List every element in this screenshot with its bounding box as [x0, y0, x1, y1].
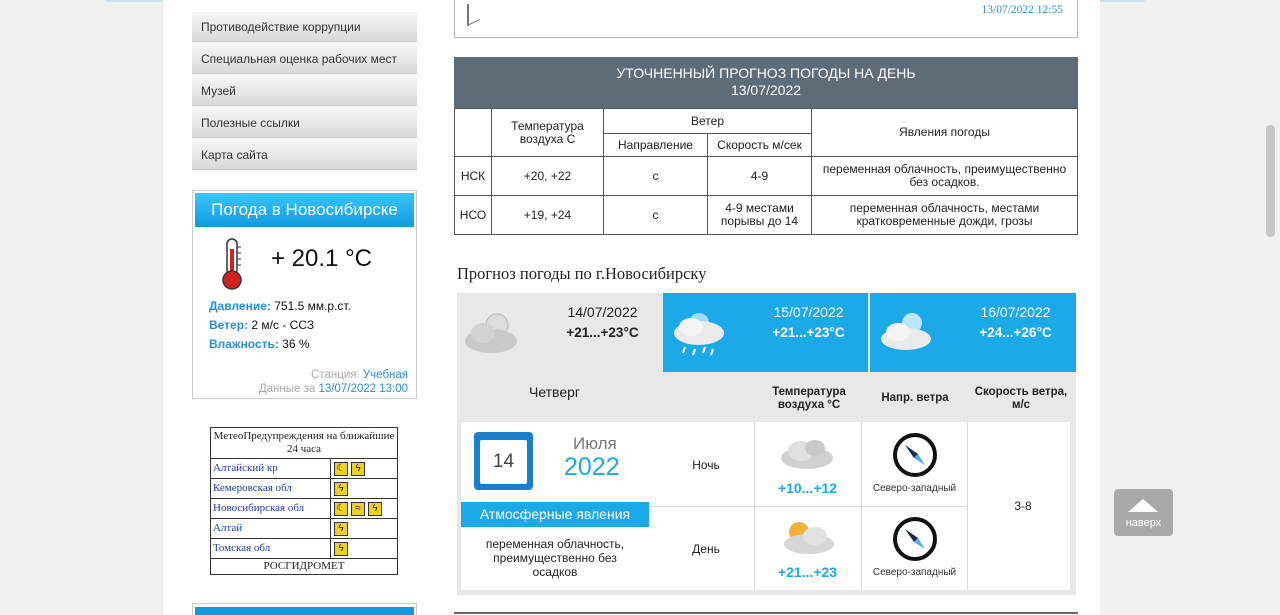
data-time-value: 13/07/2022 13:00: [318, 383, 408, 395]
wind-compass-icon: [892, 432, 938, 478]
meteo-warnings-table: [210, 427, 398, 575]
scrollbar-thumb[interactable]: [1266, 125, 1275, 237]
wind-line: [209, 318, 314, 332]
thunderstorm-warning-icon: ϟ: [351, 462, 365, 476]
warning-region-link[interactable]: Алтай: [211, 519, 331, 538]
empty-header-cell: [455, 109, 492, 157]
warning-row: [211, 519, 397, 539]
table-row: [455, 157, 1078, 196]
night-wind-direction: Северо-западный: [872, 483, 957, 494]
row-temp: +19, +24: [492, 196, 604, 235]
row-phenomena: переменная облачность, местами кратковременные дожди, грозы: [812, 196, 1078, 235]
chart-axis-fragment: [467, 4, 469, 26]
refined-forecast-header: [454, 57, 1078, 108]
current-temperature: + 20.1 °C: [271, 245, 372, 272]
rain-cloud-icon: [669, 307, 729, 362]
weather-widget: [192, 190, 417, 399]
previous-block: [454, 0, 1078, 38]
calendar-month: Июля: [573, 434, 617, 453]
refined-forecast-title: УТОЧНЕННЫЙ ПРОГНОЗ ПОГОДЫ НА ДЕНЬ: [616, 65, 916, 81]
partly-cloudy-icon: [463, 307, 523, 357]
menu-item-work-assessment[interactable]: Специальная оценка рабочих мест: [192, 44, 417, 74]
forecast-temps: +21...+23°C: [566, 325, 639, 340]
header-temperature: Температура воздуха С: [492, 109, 604, 157]
warnings-header: МетеоПредупреждения на ближайшие 24 часа: [211, 428, 397, 459]
arrow-up-icon: [1128, 499, 1158, 512]
partly-cloudy-day-icon: [777, 518, 837, 558]
thunderstorm-warning-icon: ϟ: [334, 522, 348, 536]
warning-row: [211, 479, 397, 499]
station-info: [259, 368, 408, 396]
humidity-value: 36 %: [282, 337, 310, 351]
day-temperature: +21...+23: [777, 564, 838, 580]
header-wind: Ветер: [604, 109, 812, 134]
phenomena-text: переменная облачность, преимущественно без осадков: [485, 537, 625, 579]
refined-forecast-table: [454, 108, 1078, 235]
warning-region-link[interactable]: Кемеровская обл: [211, 479, 331, 498]
forecast-date: 15/07/2022: [773, 304, 844, 320]
sidebar-menu: [192, 12, 417, 172]
city-forecast: [457, 293, 1076, 595]
scroll-to-top-label: наверх: [1125, 517, 1162, 529]
warnings-footer: РОСГИДРОМЕТ: [263, 560, 345, 572]
wind-compass-icon: [892, 516, 938, 562]
calendar-day: 14: [480, 440, 527, 484]
pressure-line: [209, 299, 351, 313]
forecast-temps: +21...+23°C: [772, 325, 845, 340]
warning-region-link[interactable]: Новосибирская обл: [211, 499, 331, 518]
header-phenomena: Явления погоды: [812, 109, 1078, 157]
refined-forecast: [454, 57, 1078, 235]
pressure-label: Давление:: [209, 299, 271, 313]
row-divider: [649, 506, 967, 507]
row-dir: с: [604, 196, 708, 235]
warning-row: [211, 459, 397, 479]
wind-warning-icon: ☾: [334, 502, 348, 516]
night-temperature: +10...+12: [777, 480, 838, 496]
forecast-day-tab[interactable]: [663, 293, 868, 372]
wind-label: Ветер:: [209, 318, 249, 332]
row-temp: +20, +22: [492, 157, 604, 196]
day-wind-direction: Северо-западный: [872, 567, 957, 578]
warning-row: [211, 499, 397, 519]
thunderstorm-warning-icon: ϟ: [334, 482, 348, 496]
forecast-detail-panel: [461, 422, 1070, 590]
station-value: Учебная: [362, 369, 408, 381]
warning-region-link[interactable]: Алтайский кр: [211, 459, 331, 478]
partly-cloudy-icon: [876, 307, 936, 357]
thunderstorm-warning-icon: ϟ: [368, 502, 382, 516]
warning-region-link[interactable]: Томская обл: [211, 539, 331, 558]
forecast-day-tab[interactable]: [870, 293, 1076, 372]
header-air-temperature: Температура воздуха °C: [772, 386, 846, 411]
day-label: День: [692, 542, 720, 556]
widget-title[interactable]: Погода в Новосибирске: [195, 193, 414, 227]
calendar-icon: [474, 432, 533, 490]
pressure-value: 751.5 мм.р.ст.: [274, 299, 351, 313]
menu-item-useful-links[interactable]: Полезные ссылки: [192, 108, 417, 138]
forecast-temps: +24...+26°C: [979, 325, 1052, 340]
row-speed: 4-9 местами порывы до 14: [708, 196, 812, 235]
table-row: [455, 196, 1078, 235]
next-widget-header: [192, 603, 417, 615]
weekday-label: Четверг: [528, 384, 581, 400]
next-section-divider: [454, 612, 1078, 614]
data-time-label: Данные за: [258, 383, 316, 395]
atmospheric-phenomena-label: Атмосферные явления: [461, 502, 649, 527]
row-dir: с: [604, 157, 708, 196]
calendar-year: 2022: [564, 453, 620, 481]
wind-value: 2 м/с - ССЗ: [251, 318, 315, 332]
humidity-label: Влажность:: [209, 337, 279, 351]
forecast-day-tab[interactable]: [457, 293, 662, 372]
forecast-date: 14/07/2022: [567, 304, 638, 320]
header-wind-speed: Скорость ветра, м/с: [974, 386, 1068, 411]
header-wind-speed: Скорость м/сек: [708, 134, 812, 157]
header-wind-direction: Направление: [604, 134, 708, 157]
scroll-to-top-button[interactable]: [1114, 489, 1173, 536]
row-place: НСК: [455, 157, 492, 196]
humidity-line: [209, 337, 310, 351]
thunderstorm-warning-icon: ϟ: [334, 542, 348, 556]
wind-speed-value: 3-8: [1014, 499, 1032, 513]
rain-warning-icon: ≈: [351, 502, 365, 516]
menu-item-sitemap[interactable]: Карта сайта: [192, 140, 417, 170]
refined-forecast-date: 13/07/2022: [730, 82, 802, 98]
night-label: Ночь: [692, 458, 720, 472]
header-wind-direction: Напр. ветра: [881, 392, 949, 404]
forecast-date: 16/07/2022: [980, 304, 1051, 320]
night-cloudy-icon: [777, 434, 837, 474]
row-speed: 4-9: [708, 157, 812, 196]
update-timestamp: 13/07/2022 12:55: [981, 4, 1063, 16]
city-forecast-title: Прогноз погоды по г.Новосибирску: [457, 264, 707, 283]
menu-item-museum[interactable]: Музей: [192, 76, 417, 106]
wind-warning-icon: ☾: [334, 462, 348, 476]
column-divider: [967, 422, 968, 590]
thermometer-icon: [219, 237, 245, 291]
station-label: Станция:: [311, 369, 360, 381]
row-phenomena: переменная облачность, преимущественно без осадков.: [812, 157, 1078, 196]
row-place: НСО: [455, 196, 492, 235]
warning-row: [211, 539, 397, 559]
menu-item-anticorruption[interactable]: Противодействие коррупции: [192, 12, 417, 42]
